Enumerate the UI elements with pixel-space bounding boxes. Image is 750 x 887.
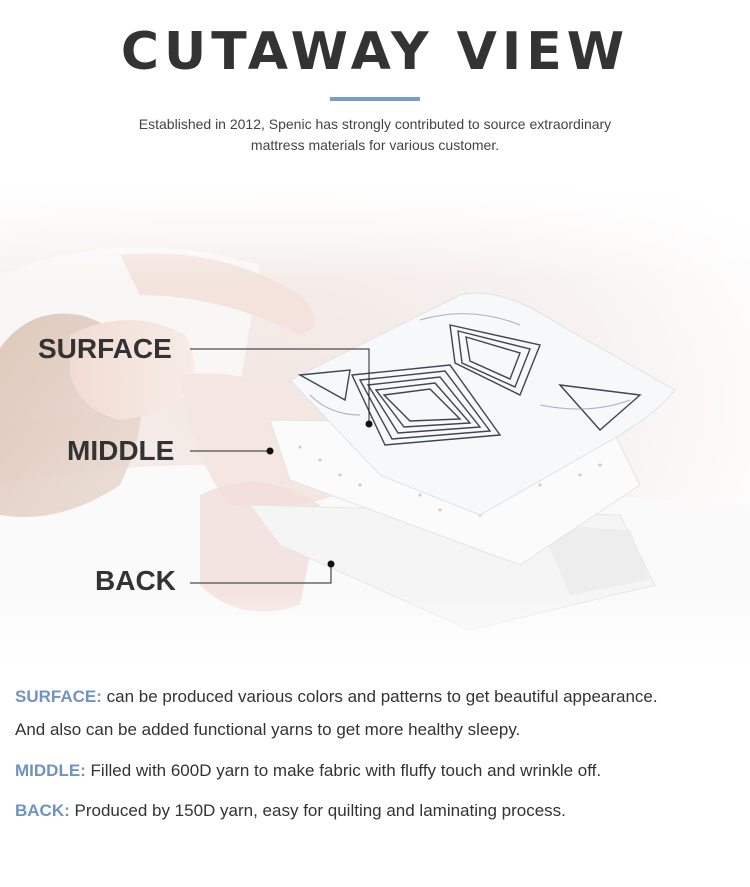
title-underline [330,97,420,101]
middle-marker [267,448,274,455]
back-label: BACK [95,565,176,596]
back-marker [328,561,335,568]
subtitle-line-2: mattress materials for various customer. [250,137,500,153]
surface-key: SURFACE: [15,687,102,706]
middle-text: Filled with 600D yarn to make fabric with fluffy touch and wrinkle off. [85,761,602,780]
surface-description-2: And also can be added functional yarns to get more healthy sleepy. [15,720,521,739]
back-text: Produced by 150D yarn, easy for quilting and laminating process. [69,801,566,820]
back-description [15,799,740,823]
subtitle-line-1: Established in 2012, Spenic has strongly contributed to source extraordinary [138,116,612,132]
surface-label: SURFACE [38,333,172,364]
middle-description [15,759,740,783]
middle-key: MIDDLE: [15,761,86,780]
surface-text: can be produced various colors and patterns to get beautiful appearance. [101,687,658,706]
surface-description [15,685,740,709]
subtitle [100,114,650,156]
middle-label: MIDDLE [67,435,175,466]
hero-illustration [0,185,750,665]
surface-marker [366,421,373,428]
page-title: CUTAWAY VIEW [120,22,630,82]
back-key: BACK: [15,801,70,820]
